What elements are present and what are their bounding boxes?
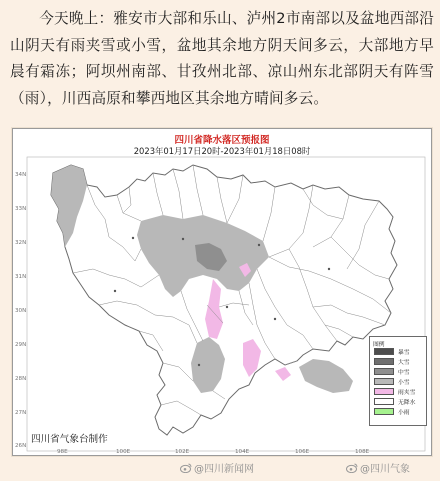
city-marker — [114, 290, 116, 292]
forecast-text: 今天晚上：雅安市大部和乐山、泸州2市南部以及盆地西部沿山阴天有雨夹雪或小雪，盆地其余地方阴天间多云，大部地方早晨有霜冻；阿坝州南部、甘孜州北部、凉山州东北部阴天有阵雪（雨），川西高原和攀西地区其余地方晴间多云。 — [10, 10, 434, 107]
map-time-range: 2023年01月17日20时-2023年01月18日08时 — [133, 146, 311, 156]
legend-label: 暴雪 — [398, 350, 410, 356]
legend-swatch — [374, 378, 394, 385]
city-marker — [226, 306, 228, 308]
legend-swatch — [374, 348, 394, 355]
legend-label: 雨夹雪 — [398, 390, 416, 396]
legend-item — [374, 408, 424, 415]
legend-swatch — [374, 358, 394, 365]
lon-tick: 100E — [116, 449, 131, 455]
legend-item — [374, 358, 424, 365]
lat-tick-labels — [15, 172, 26, 449]
watermark-sichuan-news — [180, 460, 254, 476]
lat-tick: 32N — [15, 240, 27, 246]
lat-tick: 27N — [15, 410, 27, 416]
sichuan-province-outline — [51, 165, 397, 435]
legend-label: 大雪 — [398, 360, 410, 366]
lat-tick: 34N — [15, 172, 27, 178]
map-title: 四川省降水落区预报图 — [174, 135, 270, 146]
city-marker — [198, 364, 200, 366]
lat-tick: 33N — [15, 206, 27, 212]
map-maker-credit: 四川省气象台制作 — [31, 434, 108, 445]
legend-label: 小雪 — [398, 380, 410, 386]
legend-title: 图例 — [373, 342, 385, 348]
weibo-icon — [346, 463, 358, 476]
lon-tick-labels — [57, 449, 370, 455]
legend-swatch — [374, 398, 394, 405]
legend-item — [374, 398, 424, 405]
watermark-sichuan-weather — [346, 460, 410, 476]
legend-label: 小雨 — [398, 410, 410, 416]
lat-tick: 30N — [15, 308, 27, 314]
city-marker — [132, 237, 134, 239]
weibo-icon — [180, 463, 192, 476]
lat-tick: 31N — [15, 274, 27, 280]
legend-swatch — [374, 408, 394, 415]
city-marker — [182, 238, 184, 240]
legend-item — [374, 368, 424, 375]
lon-tick: 104E — [235, 449, 250, 455]
lat-tick: 26N — [15, 443, 27, 449]
legend-item — [374, 388, 424, 395]
city-marker — [258, 244, 260, 246]
city-marker — [274, 318, 276, 320]
legend-item — [374, 348, 424, 355]
precipitation-map — [12, 128, 432, 456]
lat-tick: 28N — [15, 376, 27, 382]
legend-swatch — [374, 388, 394, 395]
watermark-text: @四川新闻网 — [194, 464, 254, 475]
map-legend — [369, 336, 427, 426]
legend-label: 中雪 — [398, 370, 410, 376]
legend-swatch — [374, 368, 394, 375]
lon-tick: 98E — [57, 449, 68, 455]
sleet-south-east-spot — [275, 367, 291, 381]
light-snow-south-east — [299, 359, 353, 393]
lat-tick: 29N — [15, 342, 27, 348]
legend-label: 无降水 — [398, 400, 416, 406]
watermark-text: @四川气象 — [360, 464, 410, 475]
lon-tick: 106E — [295, 449, 310, 455]
city-marker — [328, 268, 330, 270]
lon-tick: 108E — [355, 449, 370, 455]
legend-item — [374, 378, 424, 385]
lon-tick: 102E — [175, 449, 190, 455]
